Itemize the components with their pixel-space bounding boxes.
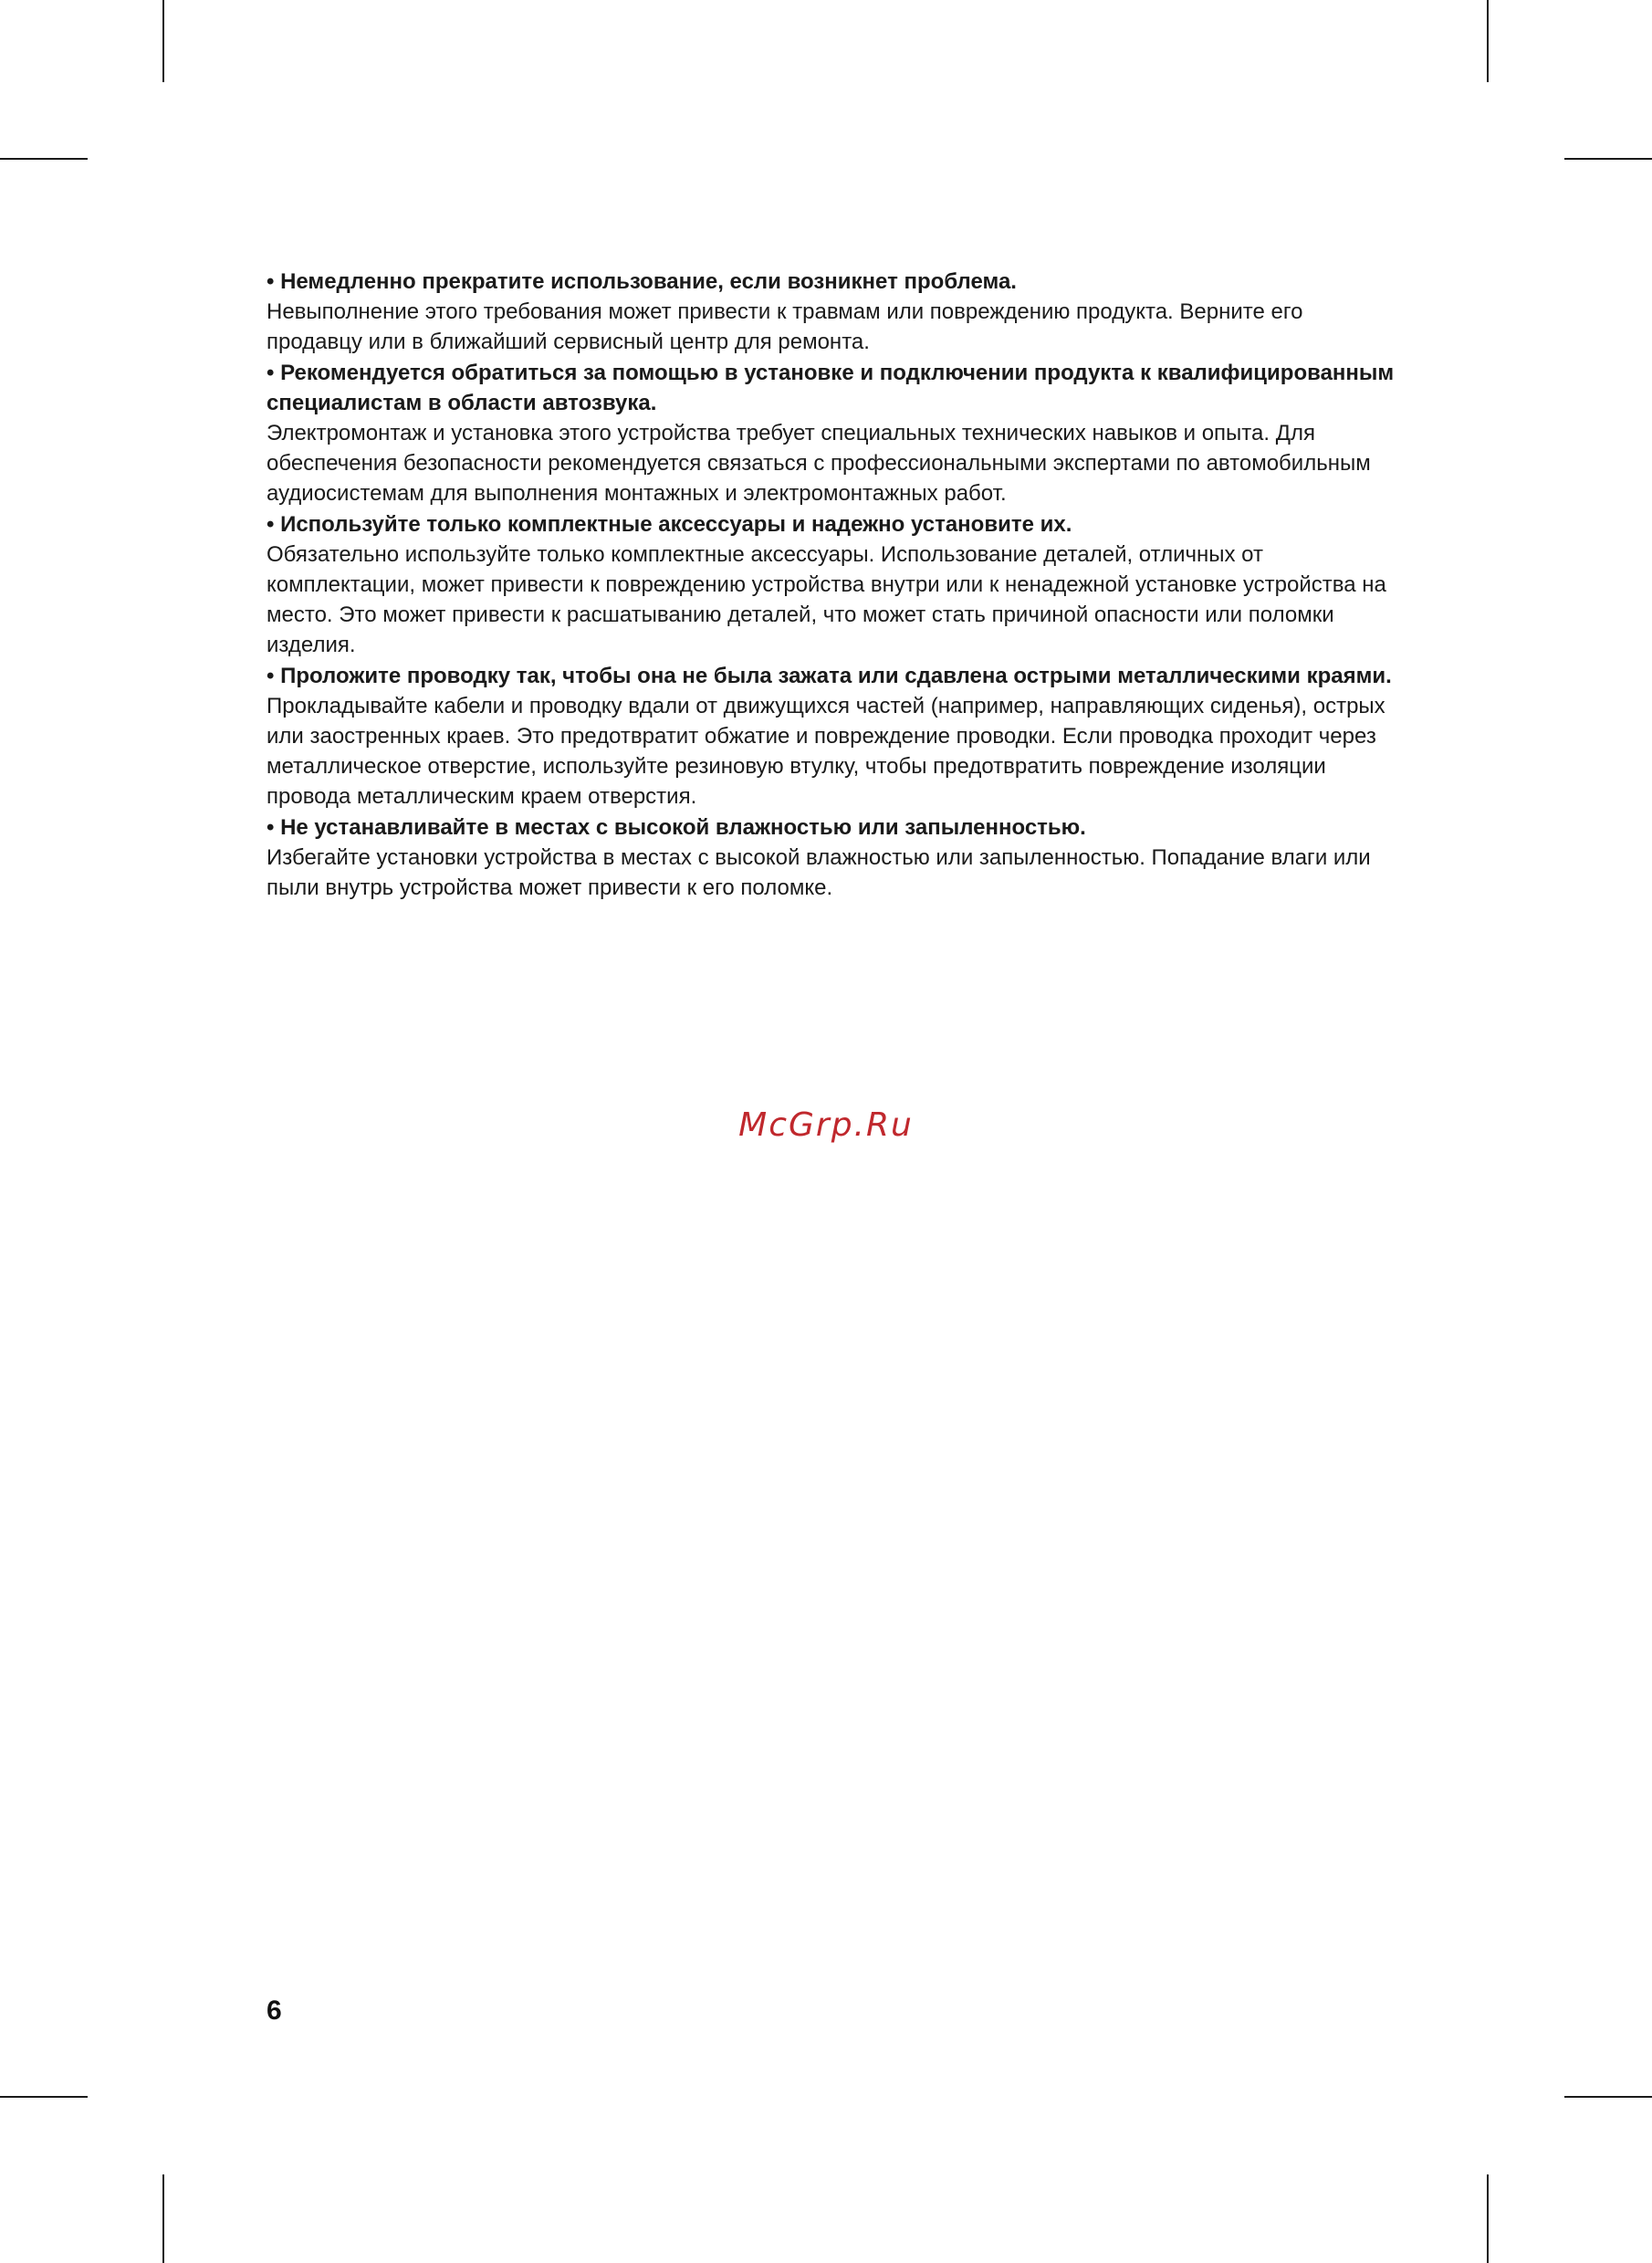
section-body: Электромонтаж и установка этого устройства требует специальных технических навыков и опыта. Для обеспечения безопасности рекомендуется связаться с профессиональными экспертами по автомобильным аудиосистемам для выполнения монтажных и электромонтажных работ. [267,421,1371,507]
watermark-text: McGrp.Ru [738,1106,914,1144]
section-heading: • Немедленно прекратите использование, если возникнет проблема. [267,269,1017,294]
section-heading: • Рекомендуется обратиться за помощью в установке и подключении продукта к квалифицированным специалистам в области автозвука. [267,360,1395,415]
section-heading: • Не устанавливайте в местах с высокой влажностью или запыленностью. [267,814,1086,840]
crop-mark-bottom-left-vertical [162,2174,164,2263]
crop-mark-bottom-right-vertical [1487,2174,1489,2263]
crop-mark-top-left-horizontal [0,158,88,160]
crop-mark-bottom-left-horizontal [0,2096,88,2098]
page-number: 6 [267,1996,282,2026]
crop-mark-top-left-vertical [162,0,164,82]
crop-mark-bottom-right-horizontal [1564,2096,1652,2098]
section-heading: • Используйте только комплектные аксессуары и надежно установите их. [267,511,1072,537]
crop-mark-top-right-horizontal [1564,158,1652,160]
section-body: Прокладывайте кабели и проводку вдали от движущихся частей (например, направляющих сиденья), острых или заостренных краев. Это предотвратит обжатие и повреждение проводки. Если проводка проходит через металлическое отверстие, используйте резиновую втулку, чтобы предотвратить повреждение изоляции провода металлическим краем отверстия. [267,693,1385,810]
section-body: Избегайте установки устройства в местах с высокой влажностью или запыленностью. Попадание влаги или пыли внутрь устройства может привести к его поломке. [267,844,1371,901]
crop-mark-top-right-vertical [1487,0,1489,82]
safety-instructions [267,267,1398,903]
section-body: Обязательно используйте только комплектные аксессуары. Использование деталей, отличных от комплектации, может привести к повреждению устройства внутри или к ненадежной установке устройства на место. Это может привести к расшатыванию деталей, что может стать причиной опасности или поломки изделия. [267,541,1386,658]
section-heading: • Проложите проводку так, чтобы она не была зажата или сдавлена острыми металлическими краями. [267,663,1392,688]
section-body: Невыполнение этого требования может привести к травмам или повреждению продукта. Верните его продавцу или в ближайший сервисный центр для ремонта. [267,299,1303,355]
